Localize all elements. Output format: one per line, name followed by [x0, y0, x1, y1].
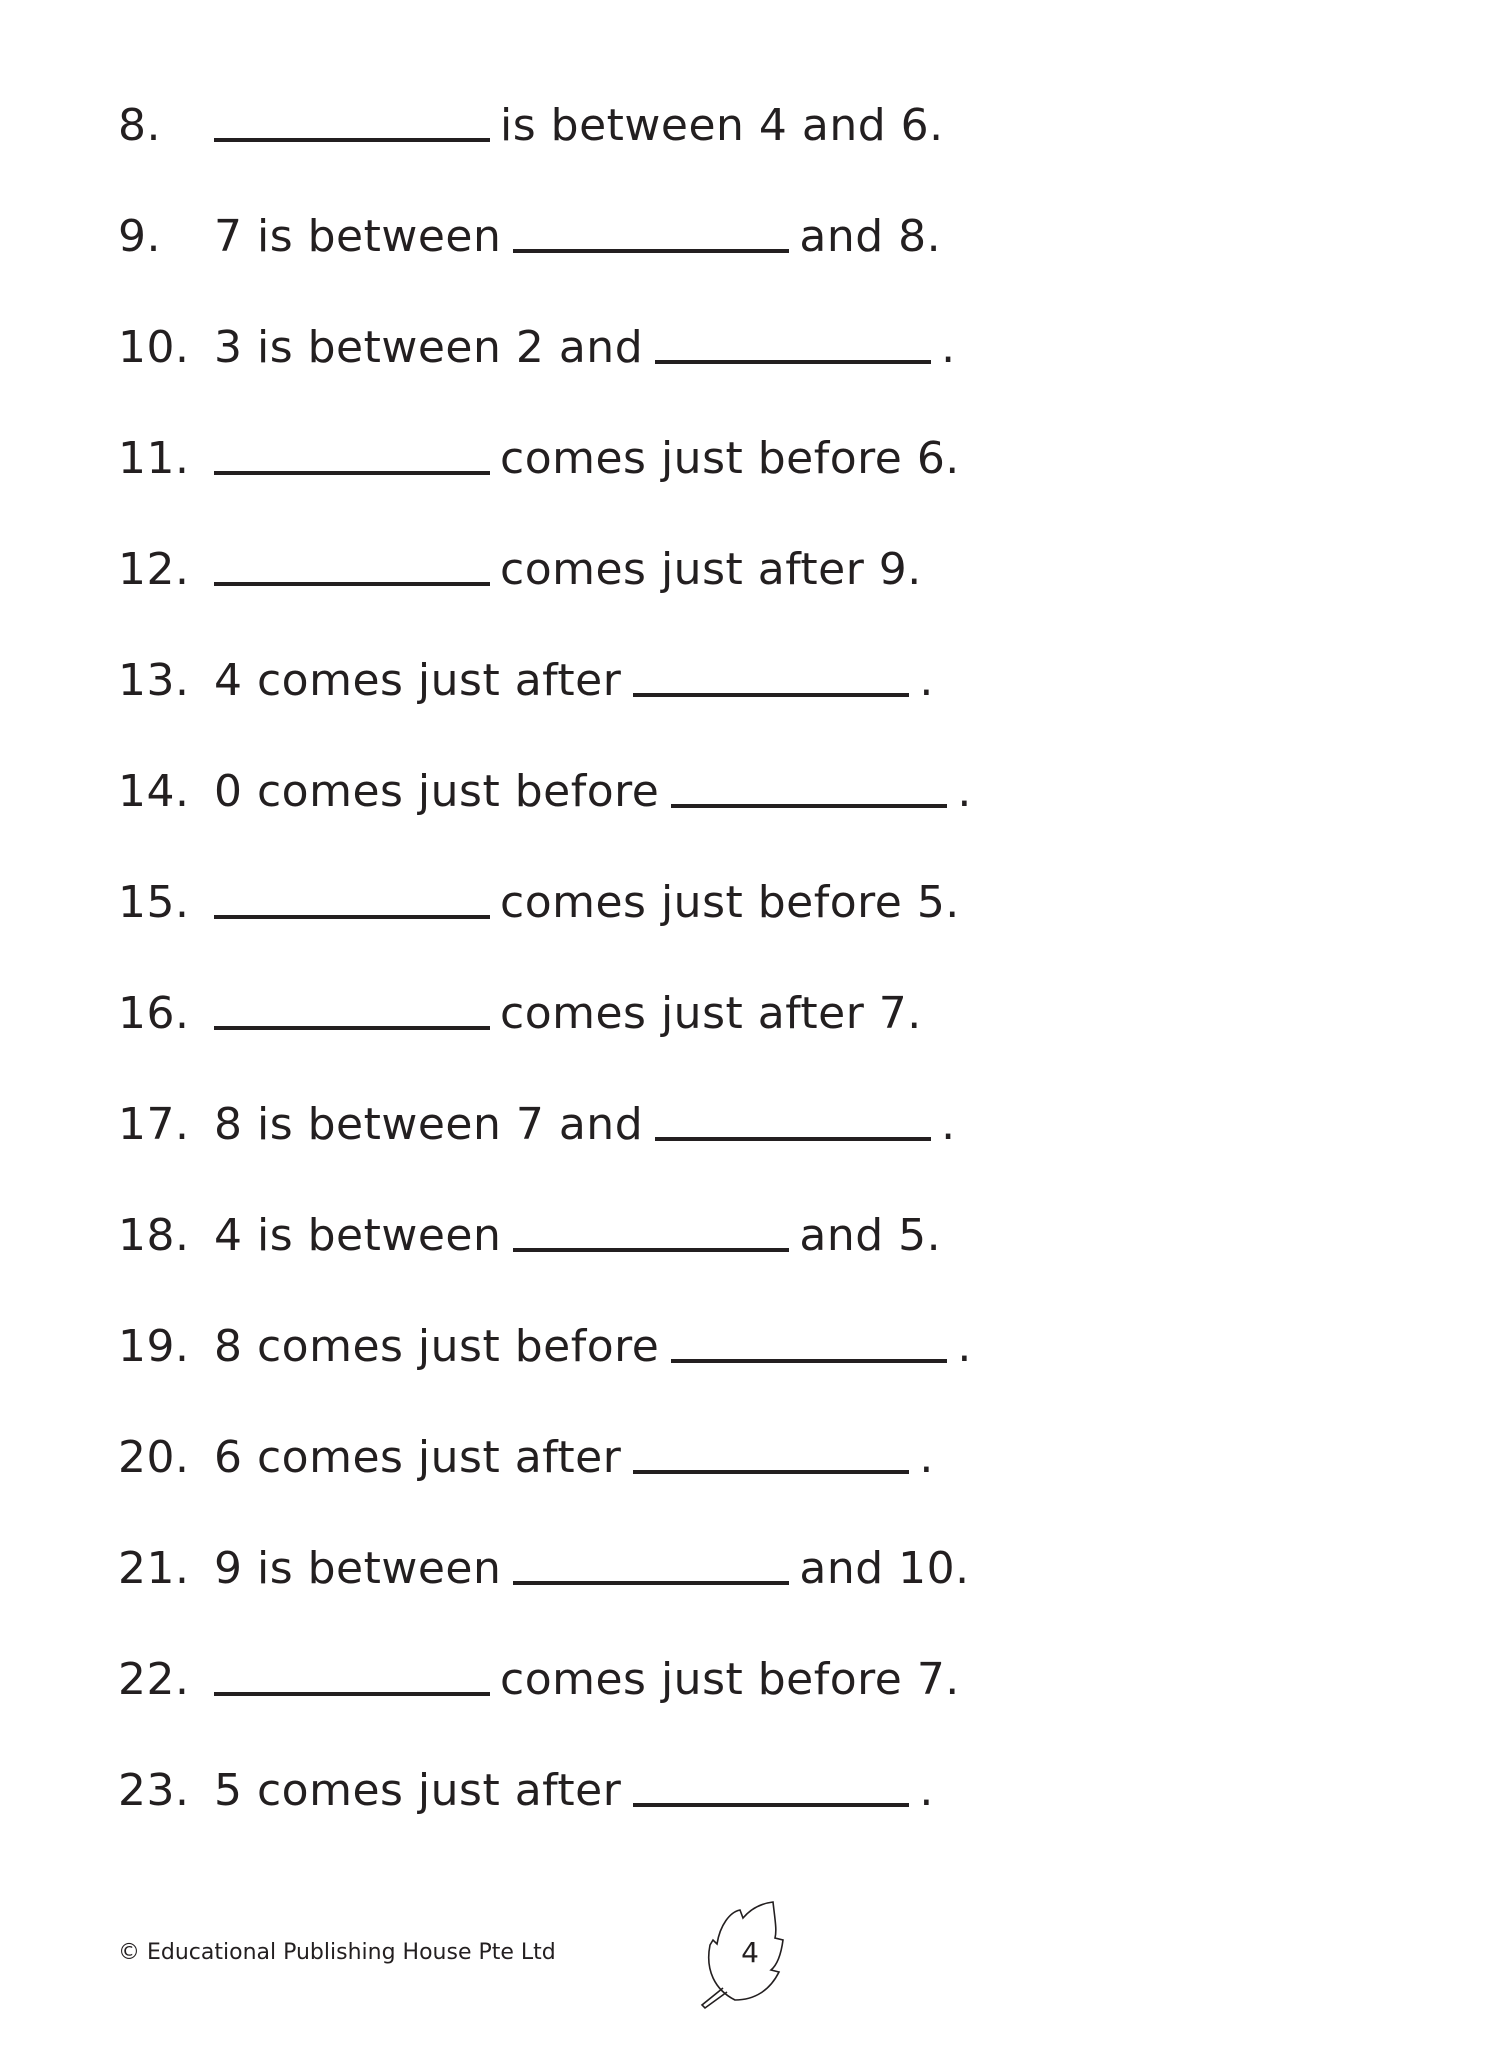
question-text-after: and 5.: [799, 1210, 942, 1261]
question-number: 21.: [118, 1543, 190, 1594]
question-number: 18.: [118, 1210, 190, 1261]
question-text-after: and 10.: [799, 1543, 970, 1594]
question-text-before: 5 comes just after: [214, 1765, 622, 1816]
question-number: 23.: [118, 1765, 190, 1816]
question-text-after: comes just after 7.: [500, 988, 922, 1039]
question-number: 22.: [118, 1654, 190, 1705]
answer-blank[interactable]: [214, 470, 490, 475]
question-text-after: .: [941, 1099, 956, 1150]
question-number: 11.: [118, 433, 190, 484]
question-number: 8.: [118, 100, 161, 151]
question-text-after: .: [957, 1321, 972, 1372]
question-text-before: 8 is between 7 and: [214, 1099, 644, 1150]
question-item: [118, 1753, 934, 1816]
question-text-after: comes just after 9.: [500, 544, 922, 595]
question-text-after: comes just before 7.: [500, 1654, 960, 1705]
question-number: 16.: [118, 988, 190, 1039]
question-text-after: .: [919, 1765, 934, 1816]
question-text-before: 9 is between: [214, 1543, 502, 1594]
question-text-after: is between 4 and 6.: [500, 100, 944, 151]
question-text-after: comes just before 6.: [500, 433, 960, 484]
answer-blank[interactable]: [633, 692, 909, 697]
question-number: 15.: [118, 877, 190, 928]
question-item: [118, 1309, 972, 1372]
question-number: 14.: [118, 766, 190, 817]
answer-blank[interactable]: [214, 1025, 490, 1030]
answer-blank[interactable]: [513, 248, 789, 253]
question-number: 9.: [118, 211, 161, 262]
question-text-after: .: [941, 322, 956, 373]
question-item: [118, 865, 960, 928]
question-text-after: comes just before 5.: [500, 877, 960, 928]
answer-blank[interactable]: [671, 1358, 947, 1363]
question-text-after: .: [919, 1432, 934, 1483]
question-text-after: .: [957, 766, 972, 817]
question-text-after: and 8.: [799, 211, 942, 262]
answer-blank[interactable]: [633, 1469, 909, 1474]
question-number: 12.: [118, 544, 190, 595]
question-item: [118, 310, 956, 373]
question-item: [118, 1087, 956, 1150]
answer-blank[interactable]: [214, 1691, 490, 1696]
answer-blank[interactable]: [633, 1802, 909, 1807]
question-item: [118, 1531, 970, 1594]
question-text-before: 0 comes just before: [214, 766, 660, 817]
answer-blank[interactable]: [655, 1136, 931, 1141]
question-text-before: 6 comes just after: [214, 1432, 622, 1483]
question-item: [118, 421, 960, 484]
question-number: 17.: [118, 1099, 190, 1150]
answer-blank[interactable]: [214, 914, 490, 919]
question-number: 10.: [118, 322, 190, 373]
question-text-after: .: [919, 655, 934, 706]
question-number: 19.: [118, 1321, 190, 1372]
question-item: [118, 1198, 942, 1261]
question-text-before: 4 comes just after: [214, 655, 622, 706]
question-number: 20.: [118, 1432, 190, 1483]
question-item: [118, 199, 942, 262]
copyright-text: © Educational Publishing House Pte Ltd: [118, 1940, 556, 1965]
page-number: 4: [741, 1936, 759, 1969]
question-item: [118, 754, 972, 817]
question-item: [118, 976, 922, 1039]
answer-blank[interactable]: [513, 1580, 789, 1585]
question-text-before: 7 is between: [214, 211, 502, 262]
question-item: [118, 532, 922, 595]
question-item: [118, 643, 934, 706]
question-text-before: 8 comes just before: [214, 1321, 660, 1372]
question-number: 13.: [118, 655, 190, 706]
question-text-before: 3 is between 2 and: [214, 322, 644, 373]
answer-blank[interactable]: [671, 803, 947, 808]
question-item: [118, 88, 944, 151]
answer-blank[interactable]: [655, 359, 931, 364]
answer-blank[interactable]: [214, 581, 490, 586]
answer-blank[interactable]: [513, 1247, 789, 1252]
question-item: [118, 1420, 934, 1483]
question-text-before: 4 is between: [214, 1210, 502, 1261]
question-item: [118, 1642, 960, 1705]
answer-blank[interactable]: [214, 137, 490, 142]
